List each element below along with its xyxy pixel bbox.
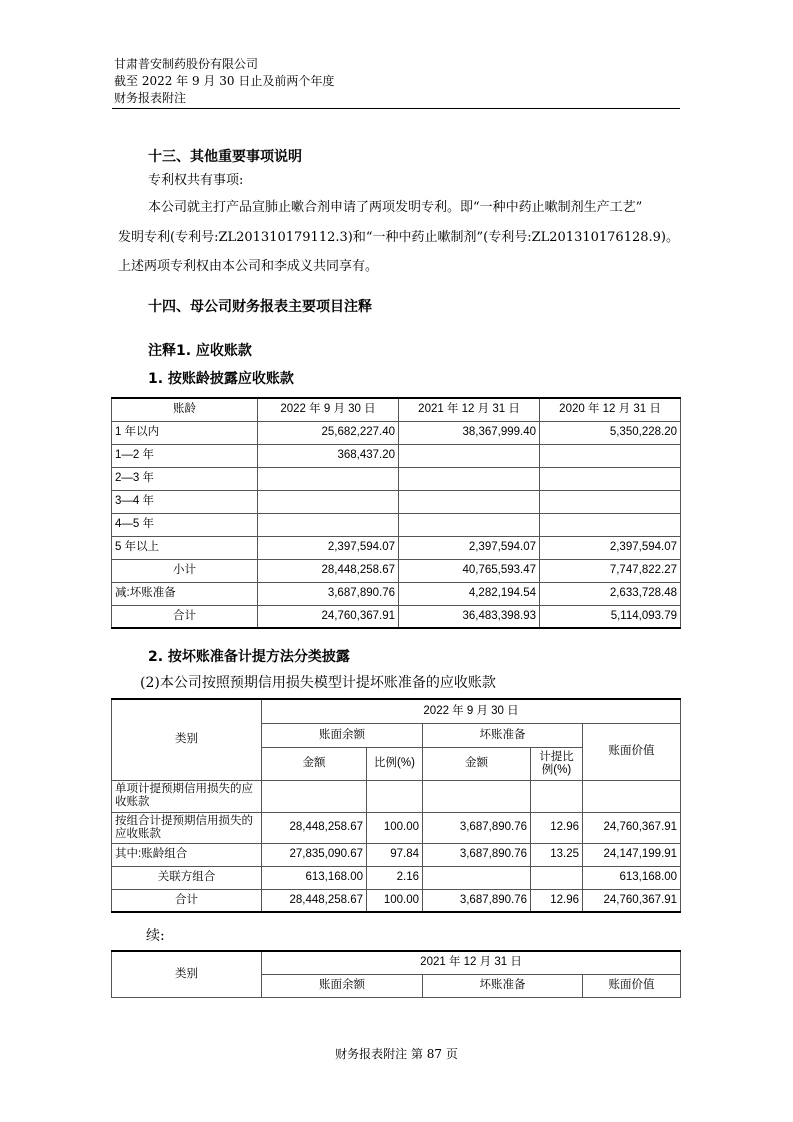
table-row [112, 780, 681, 812]
cell-value: 40,765,593.47 [399, 559, 540, 582]
cell-value [531, 780, 583, 812]
date-header: 2022 年 9 月 30 日 [262, 699, 681, 723]
cell-value [540, 490, 681, 513]
cell-value: 3,687,890.76 [423, 812, 531, 843]
row-label: 2—3 年 [112, 467, 258, 490]
section-14-title: 十四、母公司财务报表主要项目注释 [148, 299, 372, 315]
provision-ratio-header: 计提比例(%) [531, 747, 583, 780]
cell-value: 5,350,228.20 [540, 421, 681, 444]
book-balance-header: 账面余额 [262, 723, 423, 747]
cell-value: 7,747,822.27 [540, 559, 681, 582]
cell-value: 25,682,227.40 [258, 421, 399, 444]
cell-value: 24,760,367.91 [583, 889, 681, 912]
row-label: 4—5 年 [112, 513, 258, 536]
row-label: 关联方组合 [112, 866, 262, 889]
row-label: 合计 [112, 605, 258, 628]
cell-value: 4,282,194.54 [399, 582, 540, 605]
header-doc: 财务报表附注 [114, 91, 187, 105]
category-header: 类别 [112, 699, 262, 780]
col-header: 2021 年 12 月 31 日 [399, 398, 540, 421]
bad-debt-table-2021 [111, 950, 681, 998]
cell-value: 28,448,258.67 [258, 559, 399, 582]
cell-value: 24,760,367.91 [258, 605, 399, 628]
cell-value [399, 490, 540, 513]
cell-value: 28,448,258.67 [262, 812, 367, 843]
cell-value [423, 780, 531, 812]
header-rule [112, 108, 680, 109]
note-1-title: 注释1. 应收账款 [148, 343, 252, 359]
table-row [112, 444, 681, 467]
subsection-2a-title: (2)本公司按照预期信用损失模型计提坏账准备的应收账款 [140, 675, 496, 691]
cell-value: 2,397,594.07 [399, 536, 540, 559]
cell-value: 2,397,594.07 [540, 536, 681, 559]
aging-table [111, 397, 681, 629]
cell-value: 2,397,594.07 [258, 536, 399, 559]
cell-value: 28,448,258.67 [262, 889, 367, 912]
cell-value [258, 467, 399, 490]
cell-value [399, 467, 540, 490]
cell-value: 38,367,999.40 [399, 421, 540, 444]
col-header: 2022 年 9 月 30 日 [258, 398, 399, 421]
cell-value: 13.25 [531, 843, 583, 866]
table-row [112, 421, 681, 444]
ratio-header: 比例(%) [367, 747, 423, 780]
section-13-para1: 本公司就主打产品宣肺止嗽合剂申请了两项发明专利。即“一种中药止嗽制剂生产工艺” [148, 200, 643, 215]
section-13-title: 十三、其他重要事项说明 [148, 149, 302, 165]
table-row [112, 582, 681, 605]
cell-value: 27,835,090.67 [262, 843, 367, 866]
row-label: 减:坏账准备 [112, 582, 258, 605]
header-period: 截至 2022 年 9 月 30 日止及前两个年度 [114, 74, 335, 88]
cell-value [531, 866, 583, 889]
cell-value: 368,437.20 [258, 444, 399, 467]
subsection-2-title: 2. 按坏账准备计提方法分类披露 [148, 649, 350, 665]
bad-debt-header: 坏账准备 [423, 723, 583, 747]
row-label: 3—4 年 [112, 490, 258, 513]
cell-value [258, 513, 399, 536]
table-row [112, 866, 681, 889]
cell-value [399, 444, 540, 467]
amount-header: 金额 [423, 747, 531, 780]
cell-value: 3,687,890.76 [258, 582, 399, 605]
cell-value: 36,483,398.93 [399, 605, 540, 628]
date-header: 2021 年 12 月 31 日 [262, 951, 681, 974]
cell-value [258, 490, 399, 513]
subsection-1-title: 1. 按账龄披露应收账款 [148, 371, 294, 387]
table-row [112, 605, 681, 628]
cell-value [540, 444, 681, 467]
amount-header: 金额 [262, 747, 367, 780]
cell-value [367, 780, 423, 812]
cell-value [262, 780, 367, 812]
row-label: 单项计提预期信用损失的应收账款 [112, 780, 262, 812]
header-company: 甘肃普安制药股份有限公司 [114, 57, 259, 71]
cell-value: 613,168.00 [262, 866, 367, 889]
section-13-para3: 上述两项专利权由本公司和李成义共同享有。 [118, 259, 379, 274]
cell-value: 24,147,199.91 [583, 843, 681, 866]
book-balance-header: 账面余额 [262, 974, 423, 997]
table-row [112, 536, 681, 559]
row-label: 小计 [112, 559, 258, 582]
section-13-para2: 发明专利(专利号:ZL201310179112.3)和“一种中药止嗽制剂”(专利号:ZL201310176128.9)。 [118, 230, 679, 245]
col-header: 账龄 [112, 398, 258, 421]
cell-value: 97.84 [367, 843, 423, 866]
cell-value [583, 780, 681, 812]
bad-debt-table-2022 [111, 698, 681, 913]
cell-value: 24,760,367.91 [583, 812, 681, 843]
table-row [112, 559, 681, 582]
cell-value: 613,168.00 [583, 866, 681, 889]
page-footer: 财务报表附注 第 87 页 [335, 1047, 458, 1061]
cell-value: 100.00 [367, 812, 423, 843]
table-row [112, 490, 681, 513]
cell-value: 12.96 [531, 812, 583, 843]
table-row [112, 812, 681, 843]
cell-value: 3,687,890.76 [423, 889, 531, 912]
book-value-header: 账面价值 [583, 723, 681, 780]
cell-value: 12.96 [531, 889, 583, 912]
cell-value: 2.16 [367, 866, 423, 889]
row-label: 5 年以上 [112, 536, 258, 559]
table-row [112, 467, 681, 490]
cell-value: 3,687,890.76 [423, 843, 531, 866]
row-label: 其中:账龄组合 [112, 843, 262, 866]
table-row [112, 843, 681, 866]
cell-value [540, 513, 681, 536]
book-value-header: 账面价值 [583, 974, 681, 997]
cell-value: 100.00 [367, 889, 423, 912]
table-row [112, 889, 681, 912]
continued-label: 续: [146, 928, 165, 944]
row-label: 1—2 年 [112, 444, 258, 467]
section-13-sub: 专利权共有事项: [148, 173, 244, 188]
row-label: 按组合计提预期信用损失的应收账款 [112, 812, 262, 843]
cell-value: 2,633,728.48 [540, 582, 681, 605]
cell-value [399, 513, 540, 536]
row-label: 合计 [112, 889, 262, 912]
category-header: 类别 [112, 951, 262, 997]
cell-value [540, 467, 681, 490]
cell-value [423, 866, 531, 889]
bad-debt-header: 坏账准备 [423, 974, 583, 997]
cell-value: 5,114,093.79 [540, 605, 681, 628]
row-label: 1 年以内 [112, 421, 258, 444]
col-header: 2020 年 12 月 31 日 [540, 398, 681, 421]
table-row [112, 513, 681, 536]
